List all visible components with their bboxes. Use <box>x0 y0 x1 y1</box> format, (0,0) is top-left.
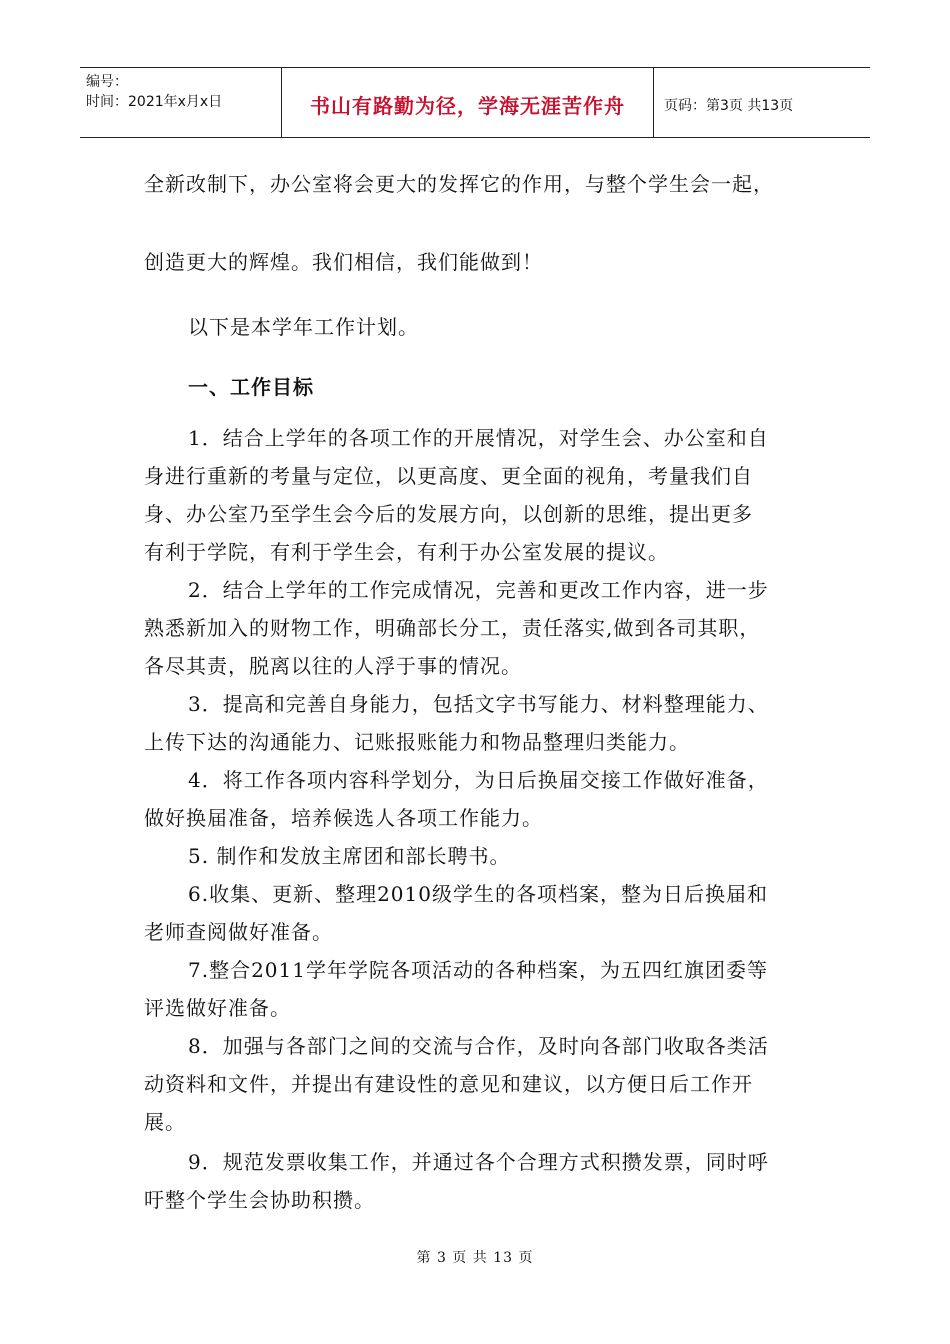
paragraph-line: 3．提高和完善自身能力，包括文字书写能力、材料整理能力、 <box>188 692 769 716</box>
header-page-number: 页码：第3页 共13页 <box>664 97 794 114</box>
paragraph-line: 全新改制下，办公室将会更大的发挥它的作用，与整个学生会一起， <box>144 172 774 196</box>
paragraph-line: 6.收集、更新、整理2010级学生的各项档案，整为日后换届和 <box>188 882 768 906</box>
paragraph-line: 2．结合上学年的工作完成情况，完善和更改工作内容，进一步 <box>188 578 769 602</box>
header-motto: 书山有路勤为径，学海无涯苦作舟 <box>282 68 654 137</box>
paragraph-line: 8．加强与各部门之间的交流与合作，及时向各部门收取各类活 <box>188 1034 769 1058</box>
paragraph-line: 做好换届准备，培养候选人各项工作能力。 <box>144 806 543 830</box>
paragraph-line: 评选做好准备。 <box>144 996 291 1020</box>
paragraph-line: 各尽其责，脱离以往的人浮于事的情况。 <box>144 654 522 678</box>
paragraph-line: 有利于学院，有利于学生会，有利于办公室发展的提议。 <box>144 540 669 564</box>
paragraph-line: 展。 <box>144 1110 186 1134</box>
paragraph-line: 7.整合2011学年学院各项活动的各种档案，为五四红旗团委等 <box>188 958 768 982</box>
paragraph-line: 9．规范发票收集工作，并通过各个合理方式积攒发票，同时呼 <box>188 1150 769 1174</box>
paragraph-line: 5. 制作和发放主席团和部长聘书。 <box>188 844 511 868</box>
paragraph-line: 动资料和文件，并提出有建设性的意见和建议，以方便日后工作开 <box>144 1072 753 1096</box>
paragraph-line: 1．结合上学年的各项工作的开展情况，对学生会、办公室和自 <box>188 426 769 450</box>
header-meta <box>80 68 282 137</box>
document-number: 编号： <box>86 74 128 90</box>
paragraph-line: 老师查阅做好准备。 <box>144 920 333 944</box>
document-date: 时间：2021年x月x日 <box>86 94 223 110</box>
paragraph-line: 4．将工作各项内容科学划分，为日后换届交接工作做好准备， <box>188 768 769 792</box>
page-header <box>80 67 870 138</box>
paragraph-line: 上传下达的沟通能力、记账报账能力和物品整理归类能力。 <box>144 730 690 754</box>
page-footer: 第 3 页 共 13 页 <box>416 1250 534 1266</box>
section-heading: 一、工作目标 <box>188 375 314 399</box>
paragraph-line: 创造更大的辉煌。我们相信，我们能做到！ <box>144 250 543 274</box>
paragraph-line: 身进行重新的考量与定位，以更高度、更全面的视角，考量我们自 <box>144 464 753 488</box>
paragraph-line: 熟悉新加入的财物工作，明确部长分工，责任落实,做到各司其职， <box>144 616 761 640</box>
paragraph-line: 以下是本学年工作计划。 <box>188 315 419 339</box>
paragraph-line: 身、办公室乃至学生会今后的发展方向，以创新的思维，提出更多 <box>144 502 753 526</box>
paragraph-line: 吁整个学生会协助积攒。 <box>144 1188 375 1212</box>
